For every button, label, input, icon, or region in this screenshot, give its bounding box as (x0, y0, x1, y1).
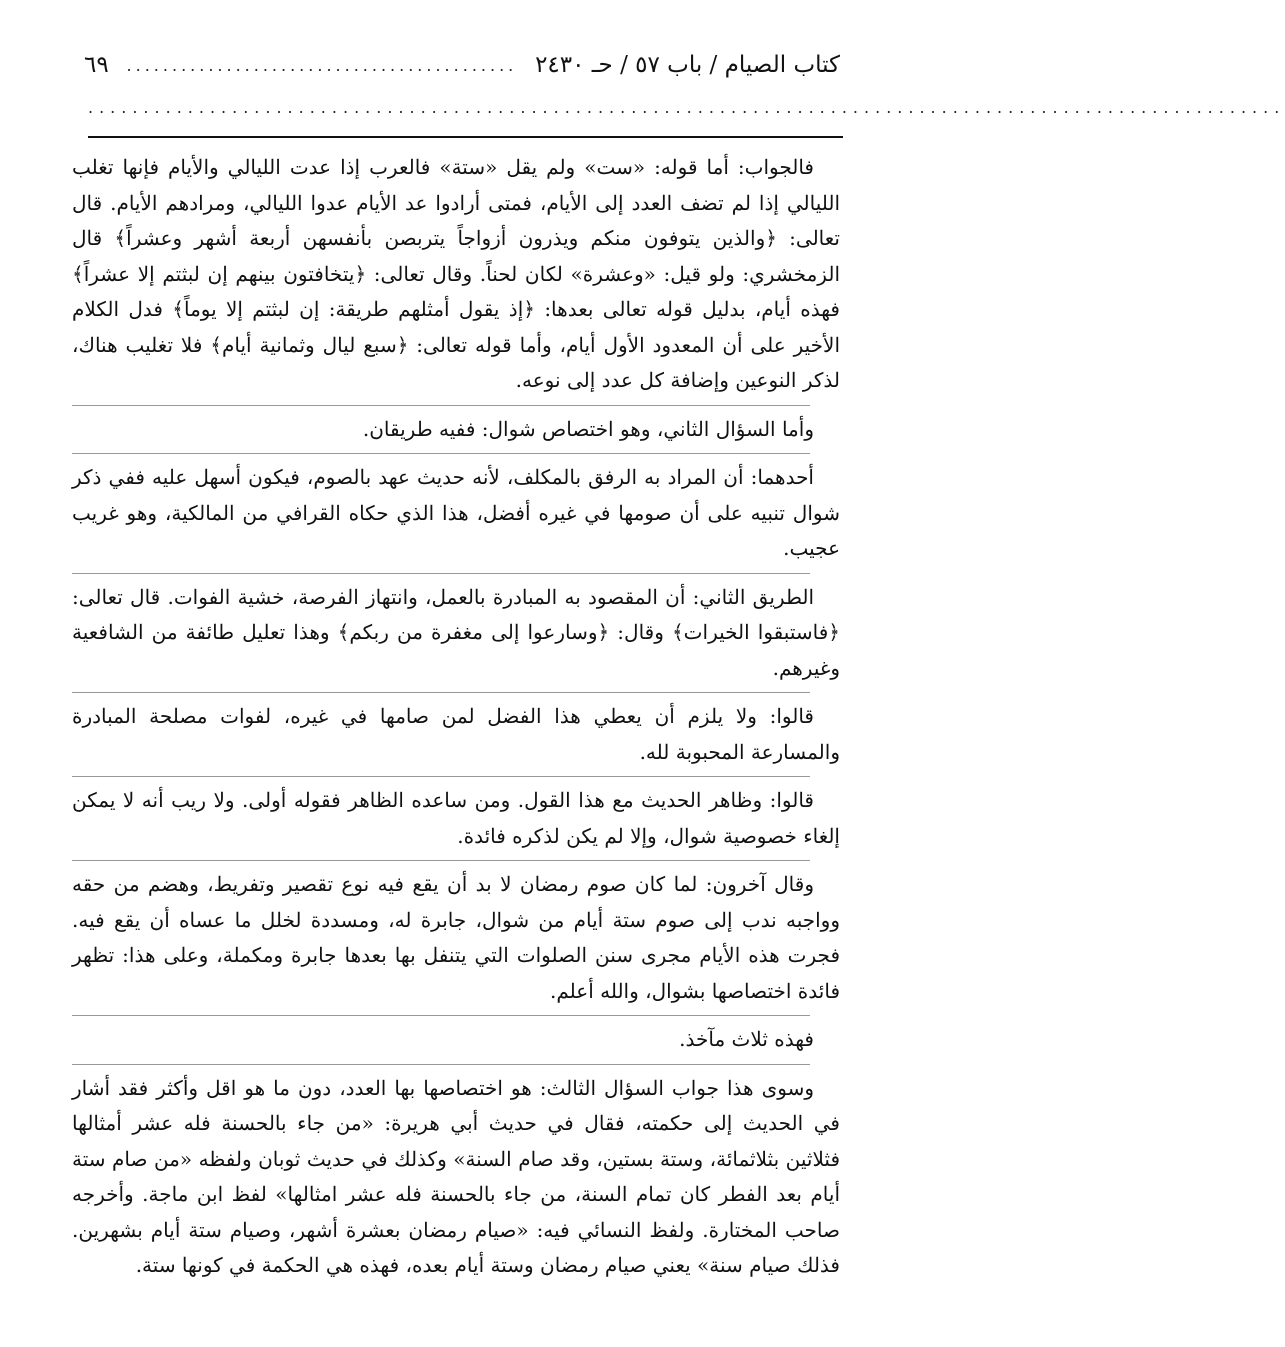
paragraph-they-said-1: قالوا: ولا يلزم أن يعطي هذا الفضل لمن صامها في غيره، لفوات مصلحة المبادرة والمسارعة المحبوبة لله. (72, 704, 840, 764)
paragraph-three-approaches: فهذه ثلاث مآخذ. (679, 1027, 814, 1051)
paragraph-divider (72, 453, 810, 454)
paragraph-divider (72, 405, 810, 406)
paragraph-divider (72, 1064, 810, 1065)
paragraph-divider (72, 692, 810, 693)
paragraph-answer: فالجواب: أما قوله: «ست» ولم يقل «ستة» فالعرب إذا عدت الليالي والأيام فإنها تغلب الليالي إذا لم تضف العدد إلى الأيام، فمتى أرادوا عد الأيام عدوا الليالي، ومرادهم الأيام. قال تعالى: ﴿والذين يتوفون منكم ويذرون أزواجاً يتربصن بأنفسهن أربعة أشهر وعشراً﴾ قال الزمخشري: ولو قيل: «وعشرة» لكان لحناً. وقال تعالى: ﴿يتخافتون بينهم إن لبثتم إلا عشراً﴾ فهذه أيام، بدليل قوله تعالى بعدها: ﴿إذ يقول أمثلهم طريقة: إن لبثتم إلا يوماً﴾ فدل الكلام الأخير على أن المعدود الأول أيام، وأما قوله تعالى: ﴿سبع ليال وثمانية أيام﴾ فلا تغليب هناك، لذكر النوعين وإضافة كل عدد إلى نوعه. (72, 155, 840, 392)
paragraph-divider (72, 573, 810, 574)
paragraph-divider (72, 1015, 810, 1016)
paragraph-divider (72, 776, 810, 777)
running-header (84, 48, 840, 82)
paragraph-second-question: وأما السؤال الثاني، وهو اختصاص شوال: ففيه طريقان. (362, 416, 814, 441)
paragraph-they-said-2: قالوا: وظاهر الحديث مع هذا القول. ومن ساعده الظاهر فقوله أولى. ولا ريب أنه لا يمكن إلغاء خصوصية شوال، وإلا لم يكن لذكره فائدة. (72, 788, 840, 848)
paragraph-others-said: وقال آخرون: لما كان صوم رمضان لا بد أن يقع فيه نوع تقصير وتفريط، وهضم من حقه وواجبه ندب إلى صوم ستة أيام من شوال، جابرة له، ومسددة لخلل ما عساه أن يقع فيه. فجرت هذه الأيام مجرى سنن الصلوات التي يتنفل بها بعدها جابرة ومكملة، وعلى هذا: تظهر فائدة اختصاصها بشوال، والله أعلم. (72, 872, 840, 1003)
header-title: كتاب الصيام / باب ٥٧ / حـ ٢٤٣٠ (535, 52, 840, 78)
paragraph-divider (72, 860, 810, 861)
paragraph-second-way: الطريق الثاني: أن المقصود به المبادرة بالعمل، وانتهاز الفرصة، خشية الفوات. قال تعالى: ﴿فاستبقوا الخيرات﴾ وقال: ﴿وسارعوا إلى مغفرة من ربكم﴾ وهذا تعليل طائفة من الشافعية وغيرهم. (72, 584, 840, 680)
body-text (72, 150, 840, 1284)
separator-dots: ............................................................................................................ (88, 98, 1285, 117)
paragraph-first-way: أحدهما: أن المراد به الرفق بالمكلف، لأنه حديث عهد بالصوم، فيكون أسهل عليه ففي ذكر شوال تنبيه على أن صومها في غيره أفضل، هذا الذي حكاه القرافي من المالكية، وهو غريب عجيب. (72, 465, 840, 560)
page-number: ٦٩ (84, 52, 109, 78)
header-leader-dots: ........................................... (126, 55, 518, 75)
header-rule (88, 136, 843, 138)
paragraph-third-question: وسوى هذا جواب السؤال الثالث: هو اختصاصها بها العدد، دون ما هو اقل وأكثر فقد أشار في الحديث إلى حكمته، فقال في حديث أبي هريرة: «من جاء بالحسنة فله عشر أمثالها فثلاثين بثلاثمائة، وستة بستين، وقد صام السنة» وكذلك في حديث ثوبان ولفظه «من صام ستة أيام بعد الفطر كان تمام السنة، من جاء بالحسنة فله عشر امثالها» لفظ ابن ماجة. وأخرجه صاحب المختارة. ولفظ النسائي فيه: «صيام رمضان بعشرة أشهر، وصيام ستة أيام بشهرين. فذلك صيام سنة» يعني صيام رمضان وستة أيام بعده، فهذه هي الحكمة في كونها ستة. (72, 1075, 840, 1277)
